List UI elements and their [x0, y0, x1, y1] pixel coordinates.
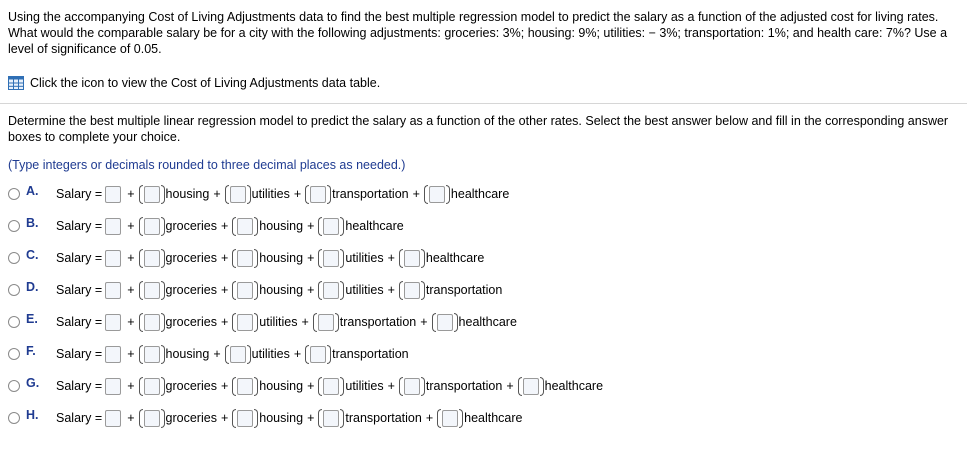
option-h[interactable] [8, 403, 523, 433]
coefficient-input-utilities[interactable] [323, 282, 339, 299]
plus-sign: + [127, 411, 135, 425]
term-label: housing [165, 187, 210, 201]
coefficient-input-groceries[interactable] [144, 250, 160, 267]
option-letter: C. [26, 248, 39, 262]
term-transportation [399, 377, 502, 396]
open-paren [399, 377, 403, 396]
close-paren [340, 281, 344, 300]
term-label: utilities [251, 187, 290, 201]
term-utilities [318, 249, 383, 268]
open-paren [424, 185, 428, 204]
term-label: transportation [425, 379, 503, 393]
close-paren [540, 377, 544, 396]
open-paren [232, 377, 236, 396]
plus-sign: + [293, 347, 302, 361]
close-paren [340, 409, 344, 428]
data-table-link-label[interactable]: Click the icon to view the Cost of Living Adjustments data table. [30, 76, 381, 90]
term-healthcare [518, 377, 603, 396]
plus-sign: + [307, 251, 315, 265]
intercept-input[interactable] [105, 218, 121, 235]
plus-sign: + [387, 283, 395, 297]
close-paren [247, 185, 251, 204]
term-utilities [232, 313, 297, 332]
term-label: transportation [332, 347, 409, 361]
option-letter: D. [26, 280, 39, 294]
close-paren [327, 345, 331, 364]
radio-button[interactable] [8, 188, 20, 200]
plus-sign: + [412, 187, 420, 201]
plus-sign: + [307, 411, 315, 425]
term-transportation [318, 409, 421, 428]
open-paren [232, 217, 236, 236]
data-table-link[interactable] [8, 76, 380, 90]
term-label: transportation [332, 187, 409, 201]
term-healthcare [437, 409, 522, 428]
coefficient-input-groceries[interactable] [144, 282, 160, 299]
open-paren [139, 217, 143, 236]
rounding-hint: (Type integers or decimals rounded to three decimal places as needed.) [8, 158, 406, 172]
plus-sign: + [301, 315, 309, 329]
close-paren [247, 345, 251, 364]
coefficient-input-healthcare[interactable] [437, 314, 453, 331]
coefficient-input-healthcare[interactable] [404, 250, 420, 267]
coefficient-input-housing[interactable] [237, 410, 253, 427]
term-label: transportation [345, 411, 422, 425]
plus-sign: + [127, 315, 135, 329]
open-paren [399, 281, 403, 300]
open-paren [139, 409, 143, 428]
option-letter: A. [26, 184, 39, 198]
close-paren [454, 313, 458, 332]
open-paren [318, 217, 322, 236]
close-paren [459, 409, 463, 428]
coefficient-input-housing[interactable] [237, 282, 253, 299]
open-paren [139, 249, 143, 268]
term-healthcare [399, 249, 484, 268]
term-label: utilities [345, 283, 384, 297]
open-paren [232, 281, 236, 300]
radio-button[interactable] [8, 412, 20, 424]
term-groceries [139, 281, 217, 300]
coefficient-input-groceries[interactable] [144, 410, 160, 427]
salary-label: Salary = [56, 379, 103, 393]
option-letter: E. [26, 312, 38, 326]
salary-label: Salary = [56, 315, 103, 329]
intercept-input[interactable] [105, 250, 121, 267]
term-transportation [399, 281, 502, 300]
plus-sign: + [127, 347, 135, 361]
salary-label: Salary = [56, 187, 103, 201]
term-label: utilities [345, 251, 384, 265]
option-letter: F. [26, 344, 36, 358]
term-utilities [318, 281, 383, 300]
term-label: housing [165, 347, 210, 361]
open-paren [139, 377, 143, 396]
term-label: healthcare [464, 411, 523, 425]
radio-button[interactable] [8, 220, 20, 232]
term-label: utilities [345, 379, 384, 393]
open-paren [139, 185, 143, 204]
close-paren [254, 217, 258, 236]
plus-sign: + [220, 411, 229, 425]
term-label: housing [259, 379, 304, 393]
plus-sign: + [425, 411, 434, 425]
term-label: groceries [165, 219, 217, 233]
plus-sign: + [387, 251, 395, 265]
open-paren [318, 281, 322, 300]
open-paren [139, 313, 143, 332]
option-b[interactable] [8, 211, 404, 241]
open-paren [225, 345, 229, 364]
term-label: groceries [165, 379, 217, 393]
intercept-input[interactable] [105, 346, 121, 363]
close-paren [254, 409, 258, 428]
term-groceries [139, 377, 217, 396]
close-paren [421, 249, 425, 268]
question-text: Using the accompanying Cost of Living Adjustments data to find the best multiple regression model to predict the salary as a function of the adjusted cost for living rates. What would the comparable salary be for a city with the following adjustments: groceries: 3%; housing: 9%; utilities: − 3%; transportation: 1%; and health care: 7%? Use a level of significance of 0.05. [8, 10, 948, 56]
term-housing [232, 281, 303, 300]
coefficient-input-housing[interactable] [144, 186, 160, 203]
coefficient-input-healthcare[interactable] [442, 410, 458, 427]
close-paren [254, 377, 258, 396]
close-paren [340, 217, 344, 236]
term-healthcare [432, 313, 517, 332]
plus-sign: + [127, 283, 135, 297]
term-housing [139, 345, 210, 364]
term-housing [232, 217, 303, 236]
open-paren [232, 313, 236, 332]
divider [0, 103, 967, 104]
close-paren [161, 313, 165, 332]
radio-button[interactable] [8, 284, 20, 296]
term-label: healthcare [345, 219, 404, 233]
coefficient-input-housing[interactable] [144, 346, 160, 363]
option-g[interactable] [8, 371, 603, 401]
term-label: groceries [165, 283, 217, 297]
plus-sign: + [127, 251, 135, 265]
plus-sign: + [220, 315, 229, 329]
open-paren [305, 185, 309, 204]
plus-sign: + [127, 379, 135, 393]
intercept-input[interactable] [105, 378, 121, 395]
term-label: utilities [251, 347, 290, 361]
term-label: transportation [425, 283, 503, 297]
coefficient-input-transportation[interactable] [404, 282, 420, 299]
coefficient-input-groceries[interactable] [144, 314, 160, 331]
intercept-input[interactable] [105, 282, 121, 299]
coefficient-input-housing[interactable] [237, 218, 253, 235]
term-healthcare [424, 185, 509, 204]
plus-sign: + [213, 347, 221, 361]
plus-sign: + [506, 379, 514, 393]
term-housing [232, 409, 303, 428]
coefficient-input-transportation[interactable] [310, 346, 326, 363]
term-transportation [305, 185, 408, 204]
coefficient-input-groceries[interactable] [144, 218, 160, 235]
plus-sign: + [307, 379, 315, 393]
radio-button[interactable] [8, 252, 20, 264]
radio-button[interactable] [8, 316, 20, 328]
radio-button[interactable] [8, 348, 20, 360]
salary-label: Salary = [56, 347, 103, 361]
intercept-input[interactable] [105, 410, 121, 427]
plus-sign: + [307, 219, 315, 233]
coefficient-input-transportation[interactable] [310, 186, 326, 203]
close-paren [421, 377, 425, 396]
term-housing [232, 249, 303, 268]
coefficient-input-housing[interactable] [237, 378, 253, 395]
intercept-input[interactable] [105, 186, 121, 203]
plus-sign: + [220, 379, 229, 393]
coefficient-input-utilities[interactable] [323, 378, 339, 395]
open-paren [318, 249, 322, 268]
plus-sign: + [220, 251, 229, 265]
option-letter: G. [26, 376, 40, 390]
open-paren [318, 377, 322, 396]
open-paren [437, 409, 441, 428]
plus-sign: + [220, 219, 229, 233]
option-e[interactable] [8, 307, 517, 337]
term-utilities [225, 185, 290, 204]
close-paren [254, 249, 258, 268]
coefficient-input-healthcare[interactable] [523, 378, 539, 395]
close-paren [340, 377, 344, 396]
option-c[interactable] [8, 243, 484, 273]
option-f[interactable] [8, 339, 409, 369]
coefficient-input-transportation[interactable] [318, 314, 334, 331]
open-paren [232, 409, 236, 428]
term-groceries [139, 313, 217, 332]
close-paren [161, 345, 165, 364]
salary-label: Salary = [56, 251, 103, 265]
close-paren [161, 409, 165, 428]
open-paren [305, 345, 309, 364]
close-paren [161, 377, 165, 396]
open-paren [399, 249, 403, 268]
salary-label: Salary = [56, 283, 103, 297]
term-label: groceries [165, 315, 217, 329]
term-groceries [139, 249, 217, 268]
term-label: healthcare [425, 251, 485, 265]
term-transportation [305, 345, 408, 364]
term-label: healthcare [450, 187, 510, 201]
close-paren [446, 185, 450, 204]
open-paren [139, 281, 143, 300]
coefficient-input-utilities[interactable] [323, 250, 339, 267]
close-paren [254, 313, 258, 332]
term-label: housing [259, 283, 304, 297]
plus-sign: + [127, 219, 135, 233]
open-paren [318, 409, 322, 428]
intercept-input[interactable] [105, 314, 121, 331]
term-label: housing [259, 251, 304, 265]
instruction-text: Determine the best multiple linear regression model to predict the salary as a function of the other rates. Select the best answer below and fill in the corresponding answer boxes to complete your choice. [8, 114, 949, 144]
salary-label: Salary = [56, 219, 103, 233]
close-paren [340, 249, 344, 268]
term-label: housing [259, 219, 304, 233]
open-paren [232, 249, 236, 268]
term-groceries [139, 217, 217, 236]
radio-button[interactable] [8, 380, 20, 392]
option-letter: B. [26, 216, 39, 230]
plus-sign: + [220, 283, 229, 297]
coefficient-input-utilities[interactable] [230, 186, 246, 203]
open-paren [313, 313, 317, 332]
term-label: groceries [165, 411, 217, 425]
open-paren [432, 313, 436, 332]
option-a[interactable] [8, 179, 509, 209]
plus-sign: + [127, 187, 135, 201]
coefficient-input-transportation[interactable] [323, 410, 339, 427]
coefficient-input-healthcare[interactable] [429, 186, 445, 203]
close-paren [161, 281, 165, 300]
term-label: housing [259, 411, 304, 425]
plus-sign: + [420, 315, 428, 329]
term-utilities [318, 377, 383, 396]
coefficient-input-utilities[interactable] [230, 346, 246, 363]
term-healthcare [318, 217, 403, 236]
close-paren [254, 281, 258, 300]
close-paren [161, 185, 165, 204]
table-icon[interactable] [8, 76, 24, 90]
term-label: healthcare [544, 379, 604, 393]
option-letter: H. [26, 408, 39, 422]
term-label: groceries [165, 251, 217, 265]
plus-sign: + [213, 187, 221, 201]
coefficient-input-housing[interactable] [237, 250, 253, 267]
close-paren [421, 281, 425, 300]
close-paren [161, 249, 165, 268]
coefficient-input-transportation[interactable] [404, 378, 420, 395]
salary-label: Salary = [56, 411, 103, 425]
term-transportation [313, 313, 416, 332]
coefficient-input-groceries[interactable] [144, 378, 160, 395]
term-label: transportation [339, 315, 417, 329]
plus-sign: + [307, 283, 315, 297]
term-groceries [139, 409, 217, 428]
term-utilities [225, 345, 290, 364]
open-paren [518, 377, 522, 396]
coefficient-input-healthcare[interactable] [323, 218, 339, 235]
close-paren [327, 185, 331, 204]
term-housing [139, 185, 210, 204]
close-paren [161, 217, 165, 236]
plus-sign: + [387, 379, 395, 393]
open-paren [139, 345, 143, 364]
term-housing [232, 377, 303, 396]
close-paren [335, 313, 339, 332]
term-label: healthcare [458, 315, 517, 329]
term-label: utilities [259, 315, 298, 329]
open-paren [225, 185, 229, 204]
option-d[interactable] [8, 275, 502, 305]
plus-sign: + [293, 187, 302, 201]
coefficient-input-utilities[interactable] [237, 314, 253, 331]
